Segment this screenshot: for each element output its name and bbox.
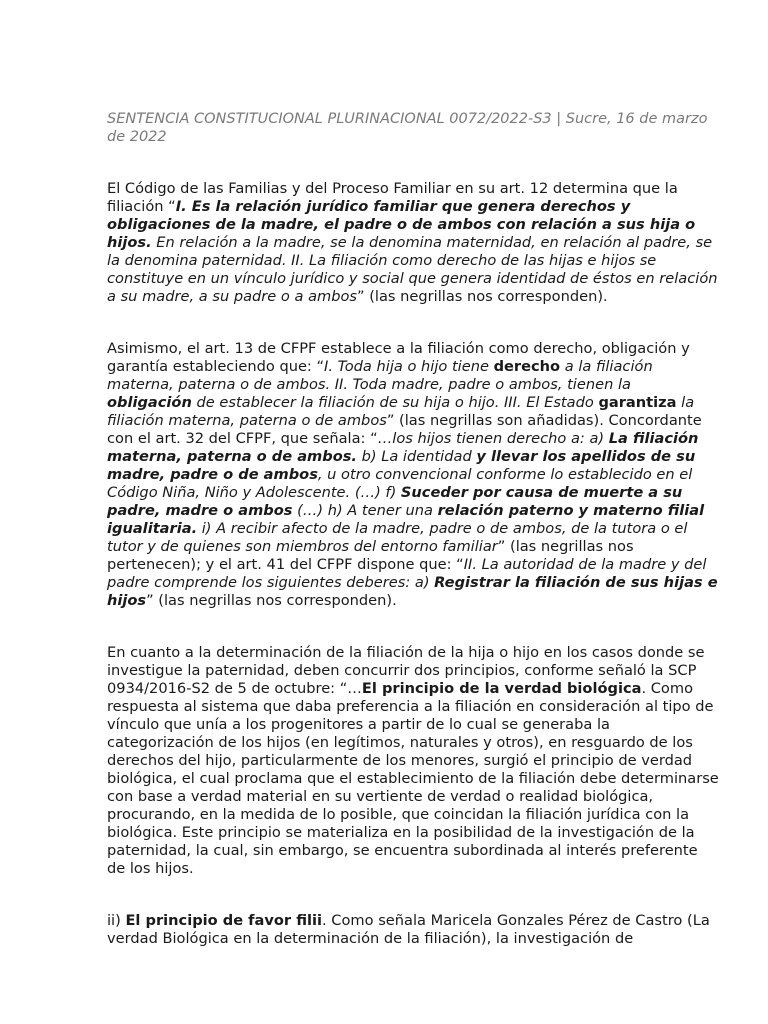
paragraph-favor-filii <box>107 912 719 948</box>
text-run: El principio de la verdad biológica <box>361 680 642 697</box>
text-run: En relación a la madre, se la denomina maternidad, en relación al padre, se la denomina paternidad. II. La filiación como derecho de las hijas e hijos se constituye en un vínculo jurídico y social que genera identidad de éstos en relación a su madre, a su padre o a ambos <box>107 234 718 305</box>
text-run: …los hijos tienen derecho a: a) <box>377 430 609 447</box>
text-run: ” (las negrillas nos corresponden). <box>146 592 397 609</box>
paragraph-biological-truth <box>107 644 719 878</box>
text-run: a la filiación materna, paterna o de ambos. II. Toda madre, padre o ambos, tienen la <box>107 358 653 393</box>
text-run: , u otro convencional conforme lo establecido en el Código Niña, Niño y Adolescente. (…) f) <box>107 466 693 501</box>
text-run: . Como respuesta al sistema que daba preferencia a la filiación en consideración al tipo de vínculo que unía a los progenitores a partir de lo cual se generaba la categorización de los hijos (en legítimos, naturales y otros), en resguardo de los derechos del hijo, particularmente de los menores, surgió el principio de verdad biológica, el cual proclama que el establecimiento de la filiación debe determinarse con base a verdad material en su vertiente de verdad o realidad biológica, procurando, en la medida de lo posible, que coincidan la filiación jurídica con la biológica. Este principio se materializa en la posibilidad de la investigación de la paternidad, la cual, sin embargo, se encuentra subordinada al interés preferente de los hijos. <box>107 680 719 877</box>
text-run: y llevar los apellidos de su madre, padre o de ambos <box>107 448 696 483</box>
text-run: ” (las negrillas nos corresponden). <box>357 288 608 305</box>
document-page <box>107 110 719 982</box>
text-run: ” (las negrillas nos pertenecen); y el art. 41 del CFPF dispone que: “ <box>107 538 634 573</box>
text-run: I. Es la relación jurídico familiar que genera derechos y obligaciones de la madre, el padre o de ambos con relación a sus hija o hijos. <box>107 198 696 251</box>
text-run: El principio de favor filii <box>125 912 323 929</box>
text-run: ii) <box>107 912 126 929</box>
text-run: El Código de las Familias y del Proceso Familiar en su art. 12 determina que la filiación “ <box>107 180 678 215</box>
text-run: derecho <box>493 358 561 375</box>
text-run: La filiación materna, paterna o de ambos. <box>107 430 699 465</box>
document-header: SENTENCIA CONSTITUCIONAL PLURINACIONAL 0072/2022-S3 | Sucre, 16 de marzo de 2022 <box>107 111 708 145</box>
paragraph-filiation-rights <box>107 340 719 610</box>
text-run: En cuanto a la determinación de la filiación de la hija o hijo en los casos donde se investigue la paternidad, deben concurrir dos principios, conforme señaló la SCP 0934/2016-S2 de 5 de octubre: “… <box>107 644 705 697</box>
text-run: . Como señala Maricela Gonzales Pérez de Castro (La verdad Biológica en la determinación de la filiación), la investigación de <box>107 912 710 947</box>
text-run: i) A recibir afecto de la madre, padre o de ambos, de la tutora o el tutor y de quienes son miembros del entorno familiar <box>107 520 688 555</box>
text-run: Suceder por causa de muerte a su padre, madre o ambos <box>107 484 683 519</box>
text-run: relación paterno y materno filial igualitaria. <box>107 502 705 537</box>
text-run: II. La autoridad de la madre y del padre comprende los siguientes deberes: a) <box>107 556 707 591</box>
text-run: I. Toda hija o hijo tiene <box>324 358 494 375</box>
text-run: de establecer la filiación de su hija o hijo. III. El Estado <box>191 394 599 411</box>
text-run: Asimismo, el art. 13 de CFPF establece a la filiación como derecho, obligación y garantía estableciendo que: “ <box>107 340 690 375</box>
text-run: (…) h) A tener una <box>292 502 438 519</box>
text-run: garantiza <box>598 394 677 411</box>
text-run: obligación <box>107 394 192 411</box>
text-run: ” (las negrillas son añadidas). Concordante con el art. 32 del CFPF, que señala: “ <box>107 412 702 447</box>
text-run: Registrar la filiación de sus hijas e hijos <box>107 574 718 609</box>
paragraph-filiation-definition <box>107 180 719 306</box>
text-run: b) La identidad <box>356 448 477 465</box>
text-run: la filiación materna, paterna o de ambos <box>107 394 695 429</box>
